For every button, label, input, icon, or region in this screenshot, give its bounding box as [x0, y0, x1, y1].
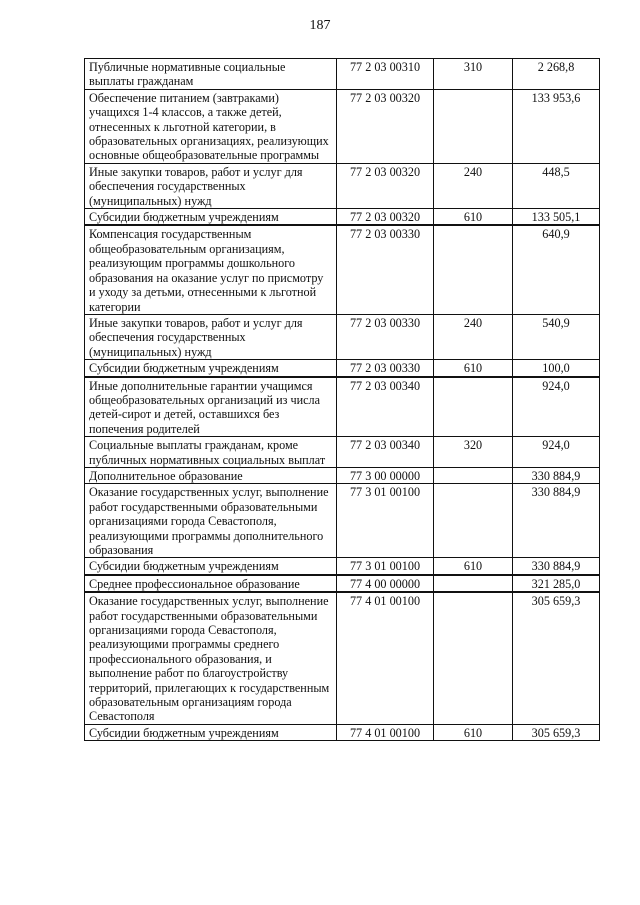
- table-row: [85, 225, 600, 314]
- row-amount-cell: 133 505,1: [513, 209, 600, 226]
- row-name-cell: Иные закупки товаров, работ и услуг для обеспечения государственных (муниципальных) нужд: [85, 163, 337, 208]
- row-name-cell: Среднее профессиональное образование: [85, 575, 337, 592]
- table-row: [85, 89, 600, 163]
- row-code-cell: 77 2 03 00330: [337, 360, 434, 377]
- row-code-cell: 77 2 03 00320: [337, 163, 434, 208]
- row-code-cell: 77 4 01 00100: [337, 724, 434, 740]
- row-amount-cell: 330 884,9: [513, 558, 600, 575]
- table-row: [85, 467, 600, 483]
- table-row: [85, 484, 600, 558]
- row-amount-cell: 330 884,9: [513, 467, 600, 483]
- row-code-cell: 77 2 03 00340: [337, 377, 434, 437]
- table-row: [85, 592, 600, 724]
- row-code-cell: 77 2 03 00320: [337, 89, 434, 163]
- budget-table-body: [85, 59, 600, 741]
- row-type-cell: 610: [434, 360, 513, 377]
- row-amount-cell: 100,0: [513, 360, 600, 377]
- row-amount-cell: 540,9: [513, 314, 600, 359]
- row-type-cell: [434, 225, 513, 314]
- row-code-cell: 77 2 03 00310: [337, 59, 434, 90]
- row-amount-cell: 448,5: [513, 163, 600, 208]
- budget-table: [84, 58, 600, 741]
- row-amount-cell: 640,9: [513, 225, 600, 314]
- row-name-cell: Оказание государственных услуг, выполнение работ государственными образовательными организациями города Севастополя, реализующими программы среднего профессионального образования, и выполнение работ по благоустройству территорий, прилегающих к государственным образовательным организациям города Севастополя: [85, 592, 337, 724]
- row-name-cell: Иные дополнительные гарантии учащимся общеобразовательных организаций из числа детей-сирот и детей, оставшихся без попечения родителей: [85, 377, 337, 437]
- row-amount-cell: 330 884,9: [513, 484, 600, 558]
- row-type-cell: 320: [434, 437, 513, 468]
- row-amount-cell: 305 659,3: [513, 724, 600, 740]
- table-row: [85, 163, 600, 208]
- row-type-cell: [434, 377, 513, 437]
- table-row: [85, 377, 600, 437]
- row-name-cell: Субсидии бюджетным учреждениям: [85, 360, 337, 377]
- row-amount-cell: 924,0: [513, 377, 600, 437]
- row-type-cell: [434, 575, 513, 592]
- table-row: [85, 59, 600, 90]
- row-code-cell: 77 2 03 00330: [337, 225, 434, 314]
- row-code-cell: 77 4 01 00100: [337, 592, 434, 724]
- table-row: [85, 558, 600, 575]
- row-code-cell: 77 3 01 00100: [337, 558, 434, 575]
- row-name-cell: Субсидии бюджетным учреждениям: [85, 558, 337, 575]
- row-amount-cell: 2 268,8: [513, 59, 600, 90]
- table-row: [85, 437, 600, 468]
- row-type-cell: [434, 467, 513, 483]
- row-name-cell: Субсидии бюджетным учреждениям: [85, 209, 337, 226]
- row-code-cell: 77 2 03 00320: [337, 209, 434, 226]
- row-amount-cell: 305 659,3: [513, 592, 600, 724]
- row-type-cell: 610: [434, 558, 513, 575]
- row-type-cell: [434, 484, 513, 558]
- table-row: [85, 209, 600, 226]
- row-name-cell: Субсидии бюджетным учреждениям: [85, 724, 337, 740]
- table-row: [85, 314, 600, 359]
- row-amount-cell: 924,0: [513, 437, 600, 468]
- row-name-cell: Компенсация государственным общеобразовательным организациям, реализующим программы дошкольного образования на оказание услуг по присмотру и уходу за детьми, отнесенными к льготной категории: [85, 225, 337, 314]
- row-name-cell: Публичные нормативные социальные выплаты гражданам: [85, 59, 337, 90]
- row-name-cell: Дополнительное образование: [85, 467, 337, 483]
- row-name-cell: Социальные выплаты гражданам, кроме публичных нормативных социальных выплат: [85, 437, 337, 468]
- row-type-cell: 610: [434, 724, 513, 740]
- row-code-cell: 77 3 01 00100: [337, 484, 434, 558]
- row-type-cell: 240: [434, 163, 513, 208]
- page-number: 187: [309, 18, 331, 33]
- row-name-cell: Оказание государственных услуг, выполнение работ государственными образовательными организациями города Севастополя, реализующими программы дополнительного образования: [85, 484, 337, 558]
- row-type-cell: [434, 592, 513, 724]
- row-code-cell: 77 2 03 00330: [337, 314, 434, 359]
- table-row: [85, 724, 600, 740]
- row-type-cell: 310: [434, 59, 513, 90]
- row-type-cell: 610: [434, 209, 513, 226]
- row-code-cell: 77 4 00 00000: [337, 575, 434, 592]
- row-amount-cell: 321 285,0: [513, 575, 600, 592]
- row-name-cell: Иные закупки товаров, работ и услуг для обеспечения государственных (муниципальных) нужд: [85, 314, 337, 359]
- table-row: [85, 360, 600, 377]
- row-code-cell: 77 2 03 00340: [337, 437, 434, 468]
- row-type-cell: [434, 89, 513, 163]
- table-row: [85, 575, 600, 592]
- row-amount-cell: 133 953,6: [513, 89, 600, 163]
- row-code-cell: 77 3 00 00000: [337, 467, 434, 483]
- row-name-cell: Обеспечение питанием (завтраками) учащихся 1-4 классов, а также детей, отнесенных к льготной категории, в образовательных организациях, реализующих основные общеобразовательные программы: [85, 89, 337, 163]
- row-type-cell: 240: [434, 314, 513, 359]
